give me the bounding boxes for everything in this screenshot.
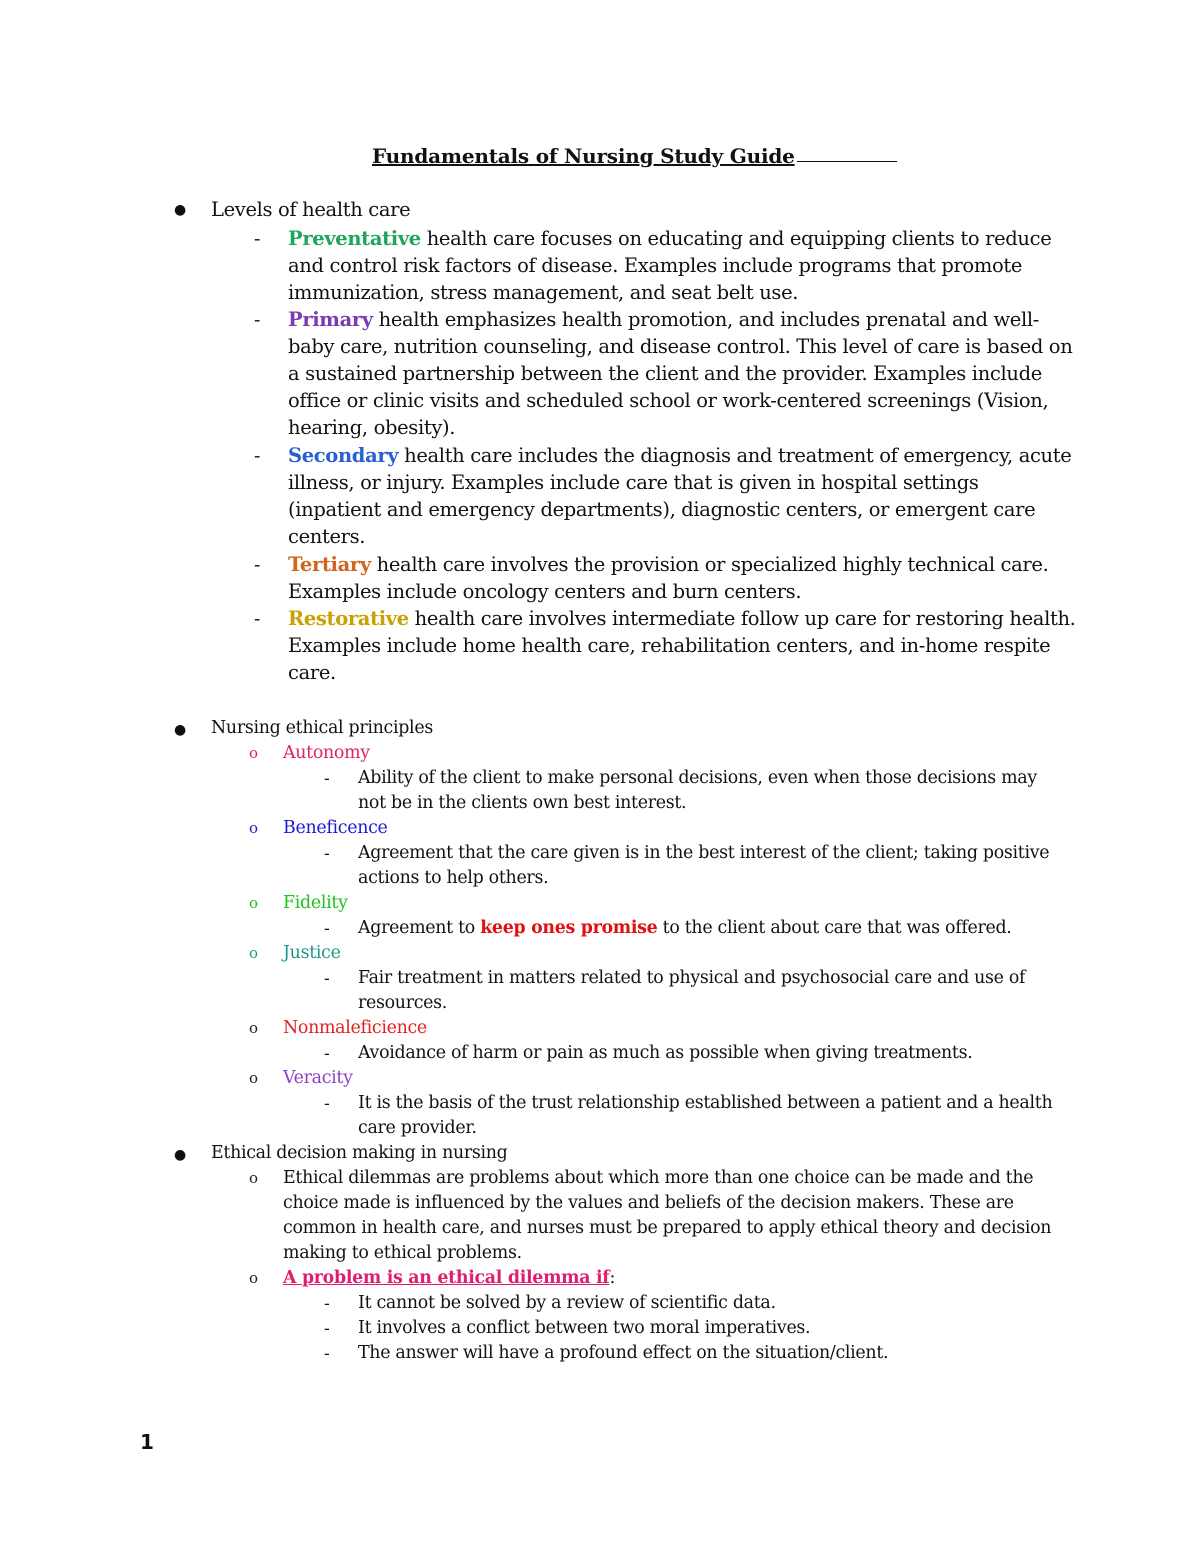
level-secondary: Secondary health care includes the diagnosis and treatment of emergency, acute illness, or injury. Examples include care that is given in hospital settings (inpatient and emergency departments), diagnostic centers, or emergent care centers.: [288, 444, 1072, 548]
keyword-primary: Primary: [288, 308, 373, 331]
principle-veracity: Veracity: [283, 1068, 353, 1088]
keyword-restorative: Restorative: [288, 607, 409, 630]
section-heading-decision: Ethical decision making in nursing: [211, 1143, 508, 1163]
dilemma-criterion: It involves a conflict between two moral imperatives.: [358, 1318, 811, 1338]
section-heading-ethics: Nursing ethical principles: [211, 718, 433, 738]
bullet-icon: ●: [174, 1147, 187, 1163]
dash-icon: -: [254, 554, 261, 576]
dash-icon: -: [324, 919, 330, 939]
principle-autonomy: Autonomy: [283, 743, 370, 763]
principle-justice-desc: Fair treatment in matters related to physical and psychosocial care and use of resources.: [358, 968, 1026, 1013]
dilemma-paragraph: Ethical dilemmas are problems about which more than one choice can be made and the choice made is influenced by the values and beliefs of the decision makers. These are common in health care, and nurses must be prepared to apply ethical theory and decision making to ethical problems.: [283, 1168, 1052, 1263]
dash-icon: -: [324, 1344, 330, 1364]
circle-bullet-icon: o: [249, 944, 259, 962]
dash-icon: -: [324, 1319, 330, 1339]
dash-icon: -: [254, 445, 261, 467]
section-heading-levels: Levels of health care: [211, 198, 411, 221]
circle-bullet-icon: o: [249, 744, 259, 762]
dilemma-lead: A problem is an ethical dilemma if: [283, 1268, 610, 1288]
principle-justice: Justice: [283, 943, 341, 963]
dash-icon: -: [324, 1044, 330, 1064]
title-underline-rule: [797, 144, 897, 162]
keyword-secondary: Secondary: [288, 444, 399, 467]
bullet-icon: ●: [174, 202, 187, 218]
dash-icon: -: [324, 769, 330, 789]
keyword-tertiary: Tertiary: [288, 553, 371, 576]
dilemma-lead-line: A problem is an ethical dilemma if:: [283, 1268, 616, 1288]
keyword-preventative: Preventative: [288, 227, 421, 250]
circle-bullet-icon: o: [249, 894, 259, 912]
dilemma-criterion: The answer will have a profound effect on the situation/client.: [358, 1343, 889, 1363]
dash-icon: -: [324, 969, 330, 989]
level-tertiary: Tertiary health care involves the provision or specialized highly technical care. Examples include oncology centers and burn centers.: [288, 553, 1049, 603]
level-preventative: Preventative health care focuses on educating and equipping clients to reduce and control risk factors of disease. Examples include programs that promote immunization, stress management, and seat belt use.: [288, 227, 1052, 304]
principle-fidelity: Fidelity: [283, 893, 348, 913]
circle-bullet-icon: o: [249, 1169, 259, 1187]
principle-veracity-desc: It is the basis of the trust relationship established between a patient and a health care provider.: [358, 1093, 1053, 1138]
level-primary: Primary health emphasizes health promotion, and includes prenatal and well- baby care, nutrition counseling, and disease control. This level of care is based on a sustained partnership between the client and the provider. Examples include office or clinic visits and scheduled school or work-centered screenings (Vision, hearing, obesity).: [288, 308, 1073, 439]
principle-fidelity-desc: Agreement to keep ones promise to the client about care that was offered.: [358, 918, 1012, 938]
page-number: 1: [140, 1430, 154, 1454]
level-restorative: Restorative health care involves intermediate follow up care for restoring health. Examples include home health care, rehabilitation centers, and in-home respite care.: [288, 607, 1076, 684]
dash-icon: -: [324, 844, 330, 864]
circle-bullet-icon: o: [249, 1269, 259, 1287]
dash-icon: -: [324, 1094, 330, 1114]
dash-icon: -: [254, 228, 261, 250]
circle-bullet-icon: o: [249, 1019, 259, 1037]
bullet-icon: ●: [174, 722, 187, 738]
principle-beneficence: Beneficence: [283, 818, 388, 838]
principle-beneficence-desc: Agreement that the care given is in the best interest of the client; taking positive actions to help others.: [358, 843, 1050, 888]
circle-bullet-icon: o: [249, 819, 259, 837]
dash-icon: -: [254, 608, 261, 630]
principle-autonomy-desc: Ability of the client to make personal decisions, even when those decisions may not be in the clients own best interest.: [358, 768, 1037, 813]
keep-promise-emphasis: keep ones promise: [480, 918, 658, 938]
dilemma-criterion: It cannot be solved by a review of scientific data.: [358, 1293, 776, 1313]
dash-icon: -: [254, 309, 261, 331]
principle-nonmaleficience-desc: Avoidance of harm or pain as much as possible when giving treatments.: [358, 1043, 973, 1063]
circle-bullet-icon: o: [249, 1069, 259, 1087]
dash-icon: -: [324, 1294, 330, 1314]
page-title: Fundamentals of Nursing Study Guide: [372, 144, 897, 168]
principle-nonmaleficience: Nonmaleficience: [283, 1018, 427, 1038]
